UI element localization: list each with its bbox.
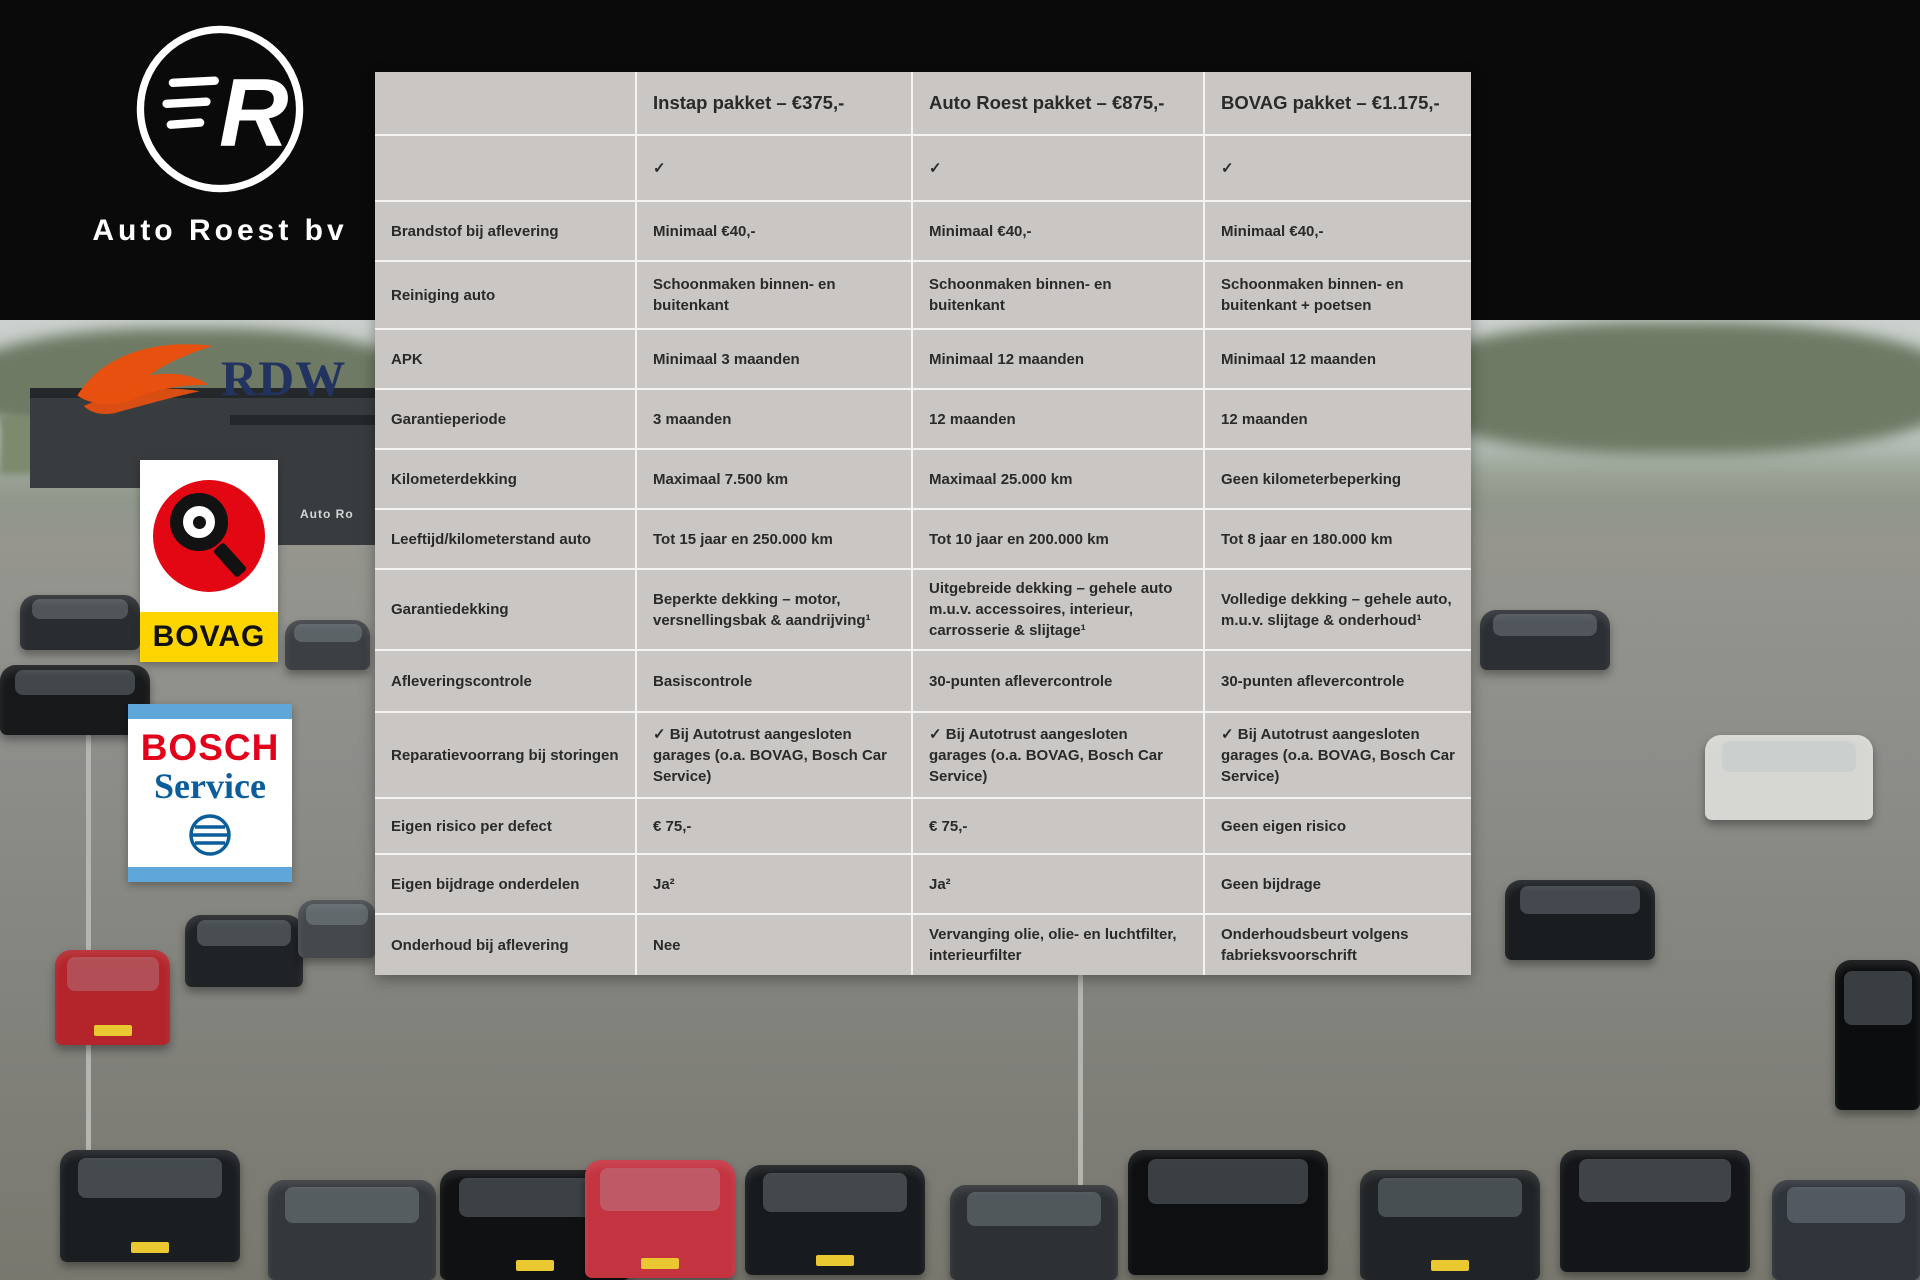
bosch-top-strip	[128, 704, 292, 719]
car-shape	[585, 1160, 735, 1278]
bovag-emblem	[140, 460, 278, 612]
row-label: Leeftijd/kilometerstand auto	[375, 510, 635, 568]
bosch-armature-icon	[186, 811, 234, 859]
table-cell: 12 maanden	[1205, 390, 1471, 448]
bovag-center-dot	[193, 516, 206, 529]
bovag-needle-icon	[213, 542, 247, 578]
table-cell: € 75,-	[913, 799, 1203, 853]
table-cell: Maximaal 25.000 km	[913, 450, 1203, 508]
license-plate	[1431, 1260, 1469, 1271]
table-cell: Onderhoudsbeurt volgens fabrieksvoorschrift	[1205, 915, 1471, 975]
car-shape	[298, 900, 376, 958]
row-label: Brandstof bij aflevering	[375, 202, 635, 260]
car-shape	[60, 1150, 240, 1262]
car-shape	[1505, 880, 1655, 960]
table-row	[375, 651, 1471, 711]
car-shape	[185, 915, 303, 987]
table-cell: 30-punten aflevercontrole	[913, 651, 1203, 711]
table-row	[375, 915, 1471, 975]
table-row	[375, 799, 1471, 853]
table-row	[375, 330, 1471, 388]
bosch-service-logo	[128, 704, 292, 882]
car-shape	[1772, 1180, 1920, 1280]
table-cell: Schoonmaken binnen- en buitenkant	[913, 262, 1203, 328]
table-row	[375, 450, 1471, 508]
car-shape	[1835, 960, 1920, 1110]
column-header-instap-pakket: Instap pakket – €375,-	[637, 72, 911, 134]
table-row	[375, 713, 1471, 797]
table-cell: ✓ Bij Autotrust aangesloten garages (o.a. BOVAG, Bosch Car Service)	[637, 713, 911, 797]
column-header-bovag-pakket: BOVAG pakket – €1.175,-	[1205, 72, 1471, 134]
table-cell: 30-punten aflevercontrole	[1205, 651, 1471, 711]
table-cell: Geen bijdrage	[1205, 855, 1471, 913]
rdw-wordmark: RDW	[221, 349, 347, 406]
table-cell: 12 maanden	[913, 390, 1203, 448]
row-label	[375, 136, 635, 200]
car-shape	[55, 950, 170, 1045]
table-cell: Minimaal 12 maanden	[1205, 330, 1471, 388]
table-cell: Nee	[637, 915, 911, 975]
table-row	[375, 510, 1471, 568]
row-label: Eigen bijdrage onderdelen	[375, 855, 635, 913]
car-shape	[285, 620, 370, 670]
auto-roest-logo	[88, 20, 352, 248]
bosch-wordmark: BOSCH	[140, 727, 280, 768]
table-row	[375, 390, 1471, 448]
table-cell: ✓	[1205, 136, 1471, 200]
row-label: Eigen risico per defect	[375, 799, 635, 853]
license-plate	[94, 1025, 132, 1036]
car-shape	[20, 595, 140, 650]
table-body	[375, 136, 1471, 975]
company-name: Auto Roest bv	[92, 214, 348, 247]
table-cell: Basiscontrole	[637, 651, 911, 711]
car-shape	[1128, 1150, 1328, 1275]
bovag-wordmark: BOVAG	[152, 620, 266, 653]
table-cell: € 75,-	[637, 799, 911, 853]
building-sign: Auto Ro	[300, 507, 354, 521]
car-shape	[1360, 1170, 1540, 1280]
table-row	[375, 202, 1471, 260]
car-shape	[745, 1165, 925, 1275]
table-cell: Ja²	[637, 855, 911, 913]
bovag-record-icon	[153, 480, 265, 592]
license-plate	[516, 1260, 554, 1271]
license-plate	[816, 1255, 854, 1266]
row-label: Garantiedekking	[375, 570, 635, 649]
table-cell: Schoonmaken binnen- en buitenkant + poetsen	[1205, 262, 1471, 328]
bosch-bottom-strip	[128, 867, 292, 882]
table-row	[375, 570, 1471, 649]
row-label: APK	[375, 330, 635, 388]
table-cell: ✓	[637, 136, 911, 200]
row-label: Garantieperiode	[375, 390, 635, 448]
table-row	[375, 136, 1471, 200]
table-cell: Geen eigen risico	[1205, 799, 1471, 853]
row-label: Reparatievoorrang bij storingen	[375, 713, 635, 797]
monogram-letter: R	[218, 59, 289, 167]
row-label: Kilometerdekking	[375, 450, 635, 508]
table-cell: Maximaal 7.500 km	[637, 450, 911, 508]
bovag-wordmark-band	[140, 612, 278, 662]
bovag-logo	[140, 460, 278, 662]
table-cell: ✓ Bij Autotrust aangesloten garages (o.a. BOVAG, Bosch Car Service)	[913, 713, 1203, 797]
package-comparison-table	[375, 72, 1471, 975]
license-plate	[131, 1242, 169, 1253]
table-cell: Minimaal €40,-	[913, 202, 1203, 260]
table-cell: Uitgebreide dekking – gehele auto m.u.v. accessoires, interieur, carrosserie & slijtage¹	[913, 570, 1203, 649]
rdw-swoosh-icon	[68, 330, 243, 425]
license-plate	[641, 1258, 679, 1269]
car-shape	[268, 1180, 436, 1280]
table-cell: Schoonmaken binnen- en buitenkant	[637, 262, 911, 328]
row-label: Afleveringscontrole	[375, 651, 635, 711]
car-shape	[1705, 735, 1873, 820]
table-cell: Minimaal 12 maanden	[913, 330, 1203, 388]
auto-roest-monogram-icon	[131, 20, 309, 198]
table-row	[375, 262, 1471, 328]
table-cell: Tot 15 jaar en 250.000 km	[637, 510, 911, 568]
row-label: Reiniging auto	[375, 262, 635, 328]
table-cell: Minimaal €40,-	[637, 202, 911, 260]
car-shape	[1560, 1150, 1750, 1272]
table-cell: Geen kilometerbeperking	[1205, 450, 1471, 508]
table-cell: 3 maanden	[637, 390, 911, 448]
table-row	[375, 855, 1471, 913]
table-header-row	[375, 72, 1471, 134]
treeline-right	[1400, 322, 1920, 454]
rdw-logo	[68, 330, 346, 425]
table-cell: Beperkte dekking – motor, versnellingsbak & aandrijving¹	[637, 570, 911, 649]
row-label: Onderhoud bij aflevering	[375, 915, 635, 975]
table-cell: Ja²	[913, 855, 1203, 913]
column-header-auto-roest-pakket: Auto Roest pakket – €875,-	[913, 72, 1203, 134]
bosch-service-wordmark: Service	[154, 766, 266, 806]
table-cell: ✓	[913, 136, 1203, 200]
table-cell: Minimaal €40,-	[1205, 202, 1471, 260]
table-cell: Volledige dekking – gehele auto, m.u.v. slijtage & onderhoud¹	[1205, 570, 1471, 649]
car-shape	[1480, 610, 1610, 670]
table-cell: ✓ Bij Autotrust aangesloten garages (o.a. BOVAG, Bosch Car Service)	[1205, 713, 1471, 797]
table-cell: Minimaal 3 maanden	[637, 330, 911, 388]
car-shape	[950, 1185, 1118, 1280]
table-cell: Tot 10 jaar en 200.000 km	[913, 510, 1203, 568]
table-cell: Vervanging olie, olie- en luchtfilter, interieurfilter	[913, 915, 1203, 975]
table-corner-cell	[375, 72, 635, 134]
table-cell: Tot 8 jaar en 180.000 km	[1205, 510, 1471, 568]
